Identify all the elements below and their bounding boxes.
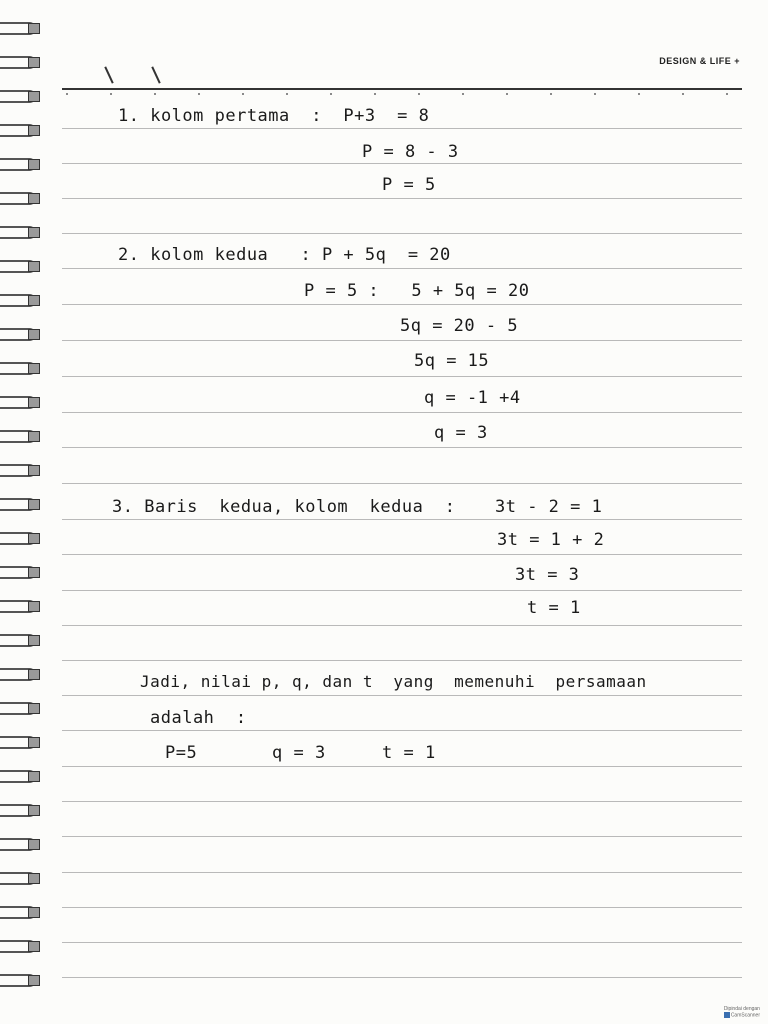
ruled-line xyxy=(62,483,742,484)
spiral-coil xyxy=(0,462,44,476)
problem2-line6: q = 3 xyxy=(434,423,488,443)
ruled-line xyxy=(62,625,742,626)
spiral-coil xyxy=(0,292,44,306)
conclusion-line2: adalah : xyxy=(150,708,247,728)
conclusion-line1: Jadi, nilai p, q, dan t yang memenuhi persamaan xyxy=(140,672,647,691)
spiral-coil xyxy=(0,530,44,544)
spiral-coil xyxy=(0,190,44,204)
ruled-line xyxy=(62,977,742,978)
scanner-name: CamScanner xyxy=(730,1012,760,1018)
grid-dot xyxy=(726,93,728,95)
answer-p: P=5 xyxy=(165,743,198,763)
spiral-coil xyxy=(0,156,44,170)
spiral-coil xyxy=(0,88,44,102)
spiral-coil xyxy=(0,564,44,578)
pen-mark xyxy=(104,66,113,83)
scanner-caption: Dipindai dengan xyxy=(723,1005,760,1012)
ruled-line xyxy=(62,801,742,802)
grid-dot xyxy=(242,93,244,95)
grid-dot xyxy=(506,93,508,95)
spiral-coil xyxy=(0,768,44,782)
spiral-coil xyxy=(0,394,44,408)
spiral-coil xyxy=(0,836,44,850)
problem3-equation: 3t - 2 = 1 xyxy=(495,497,603,517)
spiral-coil xyxy=(0,972,44,986)
ruled-line xyxy=(62,660,742,661)
problem2-line1: 2. kolom kedua : P + 5q = 20 xyxy=(118,245,451,265)
camscanner-logo-icon xyxy=(724,1012,730,1018)
spiral-coil xyxy=(0,904,44,918)
problem3-line3: 3t = 3 xyxy=(515,565,580,585)
problem3-line1: 3. Baris kedua, kolom kedua : xyxy=(112,497,456,517)
ruled-line xyxy=(62,695,742,696)
ruled-line xyxy=(62,766,742,767)
pen-mark xyxy=(151,66,160,83)
problem3-line2: 3t = 1 + 2 xyxy=(497,530,605,550)
ruled-line xyxy=(62,836,742,837)
answer-t: t = 1 xyxy=(382,743,436,763)
ruled-line xyxy=(62,730,742,731)
ruled-line xyxy=(62,304,742,305)
grid-dot xyxy=(198,93,200,95)
spiral-coil xyxy=(0,734,44,748)
problem3-line4: t = 1 xyxy=(527,598,581,618)
grid-dot xyxy=(374,93,376,95)
grid-dot xyxy=(550,93,552,95)
ruled-line xyxy=(62,590,742,591)
answer-q: q = 3 xyxy=(272,743,326,763)
grid-dot xyxy=(286,93,288,95)
top-rule xyxy=(62,88,742,90)
spiral-coil xyxy=(0,258,44,272)
ruled-line xyxy=(62,907,742,908)
spiral-coil xyxy=(0,802,44,816)
brand-label: DESIGN & LIFE + xyxy=(659,56,740,66)
spiral-binding xyxy=(0,20,48,1010)
spiral-coil xyxy=(0,224,44,238)
problem2-line2: P = 5 : 5 + 5q = 20 xyxy=(304,281,530,301)
problem2-line3: 5q = 20 - 5 xyxy=(400,316,519,336)
spiral-coil xyxy=(0,122,44,136)
spiral-coil xyxy=(0,20,44,34)
problem1-line1: 1. kolom pertama : P+3 = 8 xyxy=(118,106,430,126)
ruled-line xyxy=(62,942,742,943)
spiral-coil xyxy=(0,428,44,442)
spiral-coil xyxy=(0,700,44,714)
spiral-coil xyxy=(0,598,44,612)
scanner-watermark xyxy=(724,1006,760,1018)
spiral-coil xyxy=(0,632,44,646)
ruled-line xyxy=(62,376,742,377)
problem2-line4: 5q = 15 xyxy=(414,351,490,371)
ruled-line xyxy=(62,447,742,448)
ruled-line xyxy=(62,554,742,555)
grid-dot xyxy=(594,93,596,95)
ruled-line xyxy=(62,519,742,520)
ruled-line xyxy=(62,128,742,129)
ruled-line xyxy=(62,233,742,234)
spiral-coil xyxy=(0,360,44,374)
problem1-line3: P = 5 xyxy=(382,175,436,195)
problem2-line5: q = -1 +4 xyxy=(424,388,521,408)
grid-dot xyxy=(682,93,684,95)
spiral-coil xyxy=(0,870,44,884)
spiral-coil xyxy=(0,326,44,340)
grid-dot xyxy=(462,93,464,95)
ruled-line xyxy=(62,268,742,269)
ruled-line xyxy=(62,872,742,873)
grid-dot xyxy=(110,93,112,95)
problem1-line2: P = 8 - 3 xyxy=(362,142,459,162)
ruled-line xyxy=(62,198,742,199)
spiral-coil xyxy=(0,666,44,680)
spiral-coil xyxy=(0,938,44,952)
grid-dot xyxy=(638,93,640,95)
ruled-line xyxy=(62,163,742,164)
ruled-line xyxy=(62,412,742,413)
spiral-coil xyxy=(0,496,44,510)
grid-dot xyxy=(418,93,420,95)
ruled-line xyxy=(62,340,742,341)
grid-dot xyxy=(66,93,68,95)
grid-dot xyxy=(330,93,332,95)
spiral-coil xyxy=(0,54,44,68)
grid-dot xyxy=(154,93,156,95)
